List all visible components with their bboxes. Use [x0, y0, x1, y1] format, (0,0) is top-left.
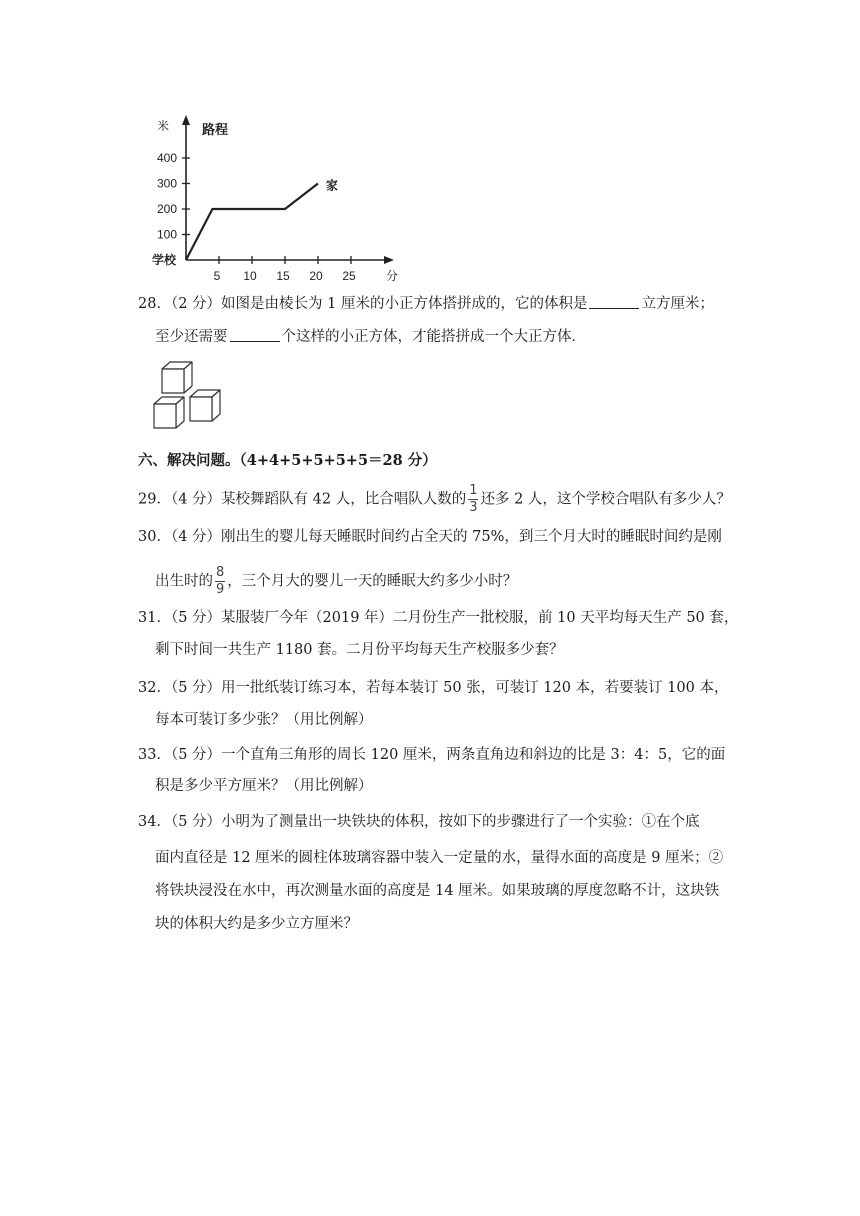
x-tick-label: 15	[276, 269, 290, 282]
distance-time-chart	[140, 112, 400, 282]
y-tick-label: 200	[156, 202, 177, 216]
chart-title: 路程	[202, 122, 229, 137]
question-28-line-1	[138, 294, 860, 314]
question-29-text: 29．（4 分）某校舞蹈队有 42 人，比合唱队人数的	[138, 491, 467, 508]
fraction-numerator: 1	[469, 483, 478, 498]
question-32-line-2: 每本可装订多少张？（用比例解）	[155, 712, 373, 728]
question-28-text: 28．（2 分）如图是由棱长为 1 厘米的小正方体搭拼成的，它的体积是	[138, 296, 588, 312]
x-tick-label: 10	[243, 269, 257, 282]
question-31-line-2: 剩下时间一共生产 1180 套。二月份平均每天生产校服多少套？	[155, 642, 564, 658]
distance-series-line	[186, 184, 318, 261]
fraction-denominator: 3	[469, 500, 478, 515]
fraction-denominator: 9	[216, 582, 225, 597]
y-tick-label: 400	[156, 151, 177, 165]
question-30-text-2: ，三个月大的婴儿一天的睡眠大约多少小时？	[227, 573, 518, 590]
x-axis-arrow	[384, 256, 394, 264]
question-34-line-1: 34．（5 分）小明为了测量出一块铁块的体积，按如下的步骤进行了一个实验：①在个底	[138, 814, 700, 830]
question-34-line-3: 将铁块浸没在水中，再次测量水面的高度是 14 厘米。如果玻璃的厚度忽略不计，这块铁	[155, 883, 720, 899]
fraction-one-third	[468, 484, 478, 515]
question-32-line-1: 32．（5 分）用一批纸装订练习本，若每本装订 50 张，可装订 120 本，若要装订 100 本，	[138, 680, 729, 696]
question-33-line-1: 33．（5 分）一个直角三角形的周长 120 厘米，两条直角边和斜边的比是 3：4：5，它的面	[138, 747, 726, 763]
x-tick-label: 5	[213, 269, 221, 282]
cube-top	[162, 362, 192, 393]
question-28-text-3: 个这样的小正方体，才能搭拼成一个大正方体．	[281, 329, 586, 345]
fraction-numerator: 8	[216, 565, 225, 580]
section-6-heading: 六、解决问题。（4+4+5+5+5+5＝28 分）	[138, 452, 437, 469]
origin-label: 学校	[152, 253, 177, 267]
question-30-line-1: 30．（4 分）刚出生的婴儿每天睡眠时间约占全天的 75%，到三个月大时的睡眠时间约是刚	[138, 529, 722, 545]
question-28-text-2: 至少还需要	[155, 329, 228, 345]
cubes-figure	[148, 360, 232, 438]
question-29-text-2: 还多 2 人，这个学校合唱队有多少人？	[480, 491, 731, 508]
y-axis-unit: 米	[157, 119, 170, 133]
question-29	[138, 484, 860, 515]
x-axis-unit: 分	[386, 269, 399, 282]
x-tick-label: 25	[342, 269, 356, 282]
question-28-unit: 立方厘米；	[641, 296, 714, 312]
answer-blank-cube-count[interactable]	[230, 327, 280, 342]
question-30-text: 出生时的	[155, 573, 213, 590]
question-31-line-1: 31．（5 分）某服装厂今年（2019 年）二月份生产一批校服，前 10 天平均每天生产 50 套，	[138, 610, 739, 626]
question-34-line-2: 面内直径是 12 厘米的圆柱体玻璃容器中装入一定量的水，量得水面的高度是 9 厘米；②	[155, 850, 724, 866]
y-axis-arrow	[182, 115, 190, 125]
cube-front	[154, 397, 184, 428]
y-tick-label: 300	[156, 176, 177, 191]
y-tick-label: 100	[156, 227, 177, 242]
x-tick-label: 20	[309, 269, 323, 282]
question-30-line-2	[155, 566, 860, 597]
question-34-line-4: 块的体积大约是多少立方厘米？	[155, 916, 358, 932]
end-point-label: 家	[326, 178, 339, 193]
cube-right	[190, 390, 220, 421]
question-28-line-2	[155, 327, 860, 347]
fraction-eight-ninths	[215, 566, 225, 597]
question-33-line-2: 积是多少平方厘米？（用比例解）	[155, 778, 373, 794]
answer-blank-volume[interactable]	[589, 294, 639, 309]
